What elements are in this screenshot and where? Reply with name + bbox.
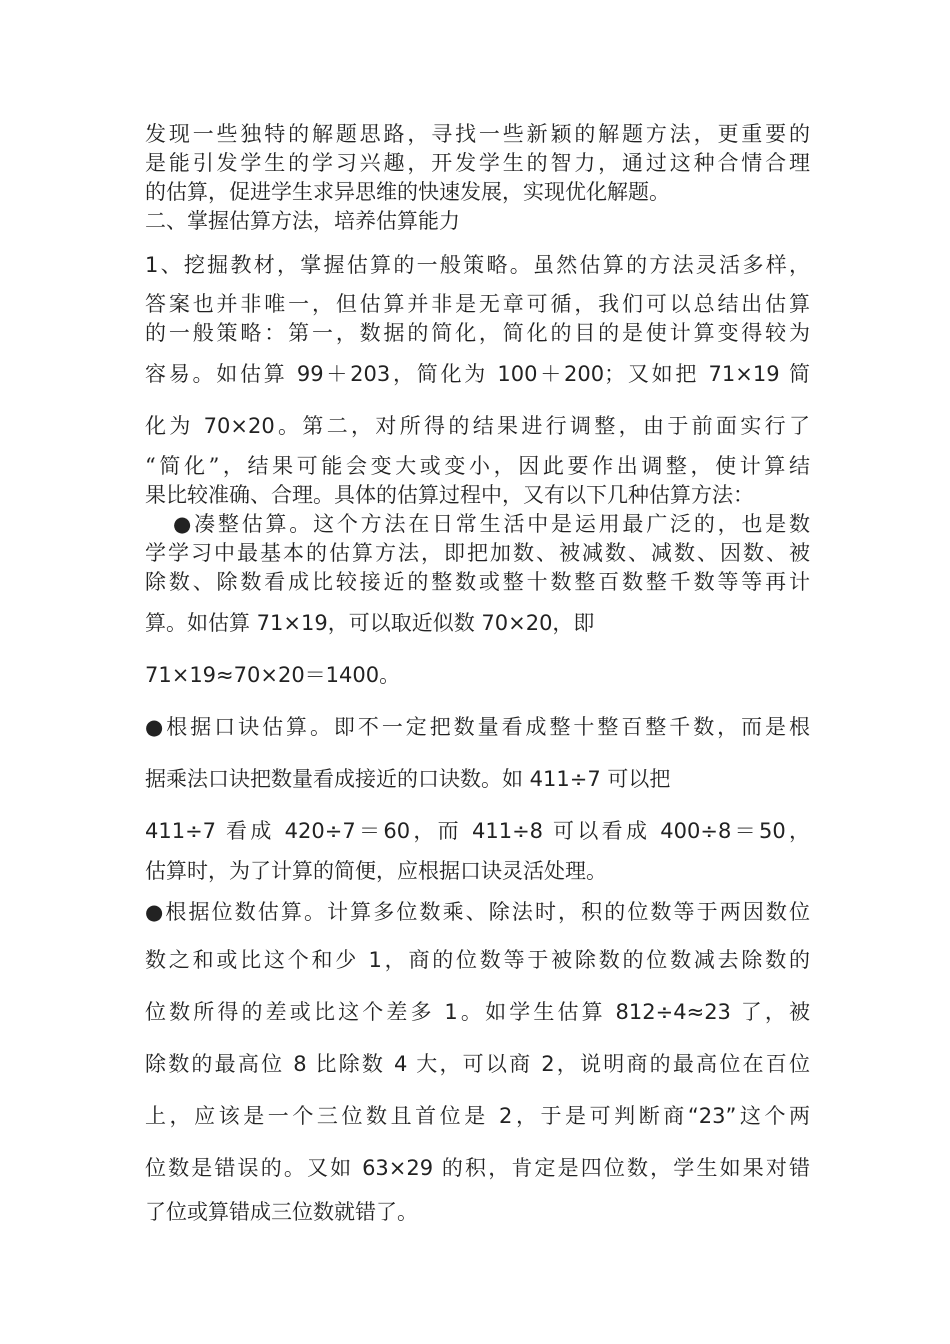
text-line: 411÷7 看成 420÷7＝60，而 411÷8 可以看成 400÷8＝50， [145, 819, 810, 843]
mnemonic-estimation-paragraph [145, 701, 810, 886]
text-line: 学学习中最基本的估算方法，即把加数、被减数、减数、因数、被 [145, 541, 810, 565]
strategy-paragraph [145, 240, 810, 510]
text-line: 位数所得的差或比这个差多 1。如学生估算 812÷4≈23 了，被 [145, 1000, 810, 1024]
text-line: 除数、除数看成比较接近的整数或整十数整百数整千数等等再计 [145, 570, 810, 594]
text-line: 了位或算错成三位数就错了。 [145, 1200, 418, 1224]
text-line: 据乘法口诀把数量看成接近的口诀数。如 411÷7 可以把 [145, 767, 671, 791]
section-heading [145, 207, 810, 236]
text-line: 容易。如估算 99＋203，简化为 100＋200；又如把 71×19 简 [145, 362, 810, 386]
text-line: ●根据位数估算。计算多位数乘、除法时，积的位数等于两因数位 [145, 900, 810, 924]
intro-paragraph [145, 120, 810, 207]
text-line: “简化”，结果可能会变大或变小，因此要作出调整，使计算结 [145, 454, 810, 478]
text-line: 的一般策略：第一，数据的简化，简化的目的是使计算变得较为 [145, 321, 810, 345]
text-line: ●凑整估算。这个方法在日常生活中是运用最广泛的，也是数 [173, 512, 810, 536]
text-line: ●根据口诀估算。即不一定把数量看成整十整百整千数，而是根 [145, 715, 810, 739]
text-line: 位数是错误的。又如 63×29 的积，肯定是四位数，学生如果对错 [145, 1156, 810, 1180]
text-line: 1、挖掘教材，掌握估算的一般策略。虽然估算的方法灵活多样， [145, 253, 810, 277]
text-line: 果比较准确、合理。具体的估算过程中，又有以下几种估算方法： [145, 483, 754, 507]
text-line: 化为 70×20。第二，对所得的结果进行调整，由于前面实行了 [145, 414, 810, 438]
rounding-estimation-paragraph [145, 510, 810, 701]
text-line: 估算时，为了计算的简便，应根据口诀灵活处理。 [145, 859, 607, 883]
text-line: 除数的最高位 8 比除数 4 大，可以商 2，说明商的最高位在百位 [145, 1052, 810, 1076]
text-line: 发现一些独特的解题思路，寻找一些新颖的解题方法，更重要的 [145, 122, 810, 146]
text-line: 是能引发学生的学习兴趣，开发学生的智力，通过这种合情合理 [145, 151, 810, 175]
text-line: 数之和或比这个和少 1，商的位数等于被除数的位数减去除数的 [145, 948, 810, 972]
document-page [145, 120, 810, 1230]
text-line: 71×19≈70×20＝1400。 [145, 663, 401, 687]
heading-line: 二、掌握估算方法，培养估算能力 [145, 209, 460, 233]
text-line: 的估算，促进学生求异思维的快速发展，实现优化解题。 [145, 180, 670, 204]
digit-estimation-paragraph [145, 890, 810, 1230]
text-line: 上，应该是一个三位数且首位是 2，于是可判断商“23”这个两 [145, 1104, 810, 1128]
text-line: 算。如估算 71×19，可以取近似数 70×20，即 [145, 611, 595, 635]
text-line: 答案也并非唯一，但估算并非是无章可循，我们可以总结出估算 [145, 292, 810, 316]
